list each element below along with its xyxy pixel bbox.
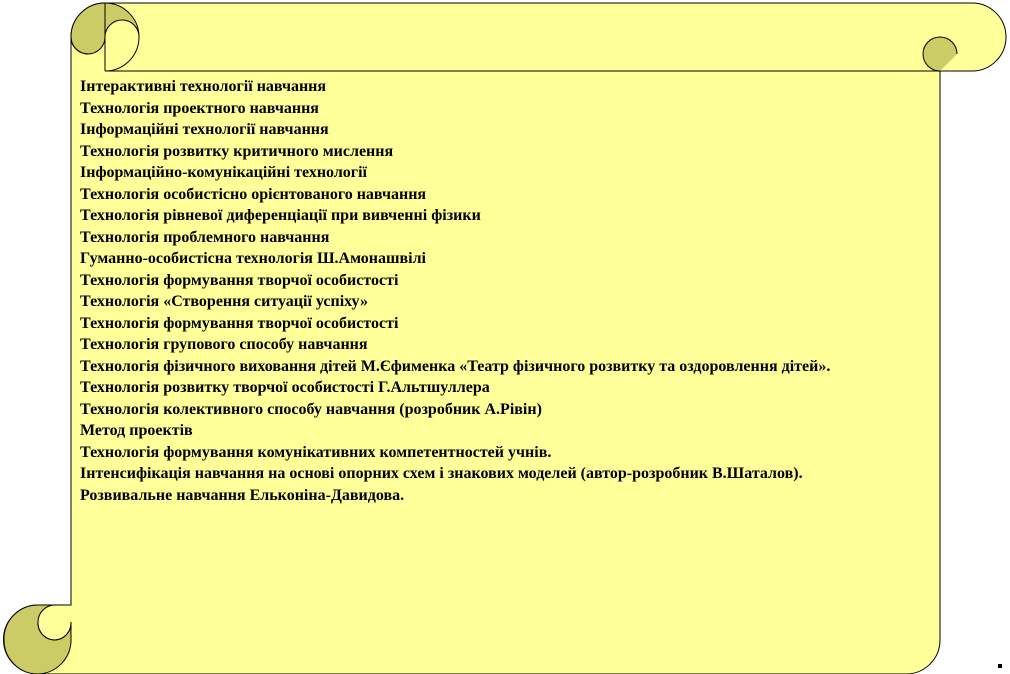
list-item: Інформаційно-комунікаційні технології [80,164,367,181]
list-item: Технологія рівневої диференціації при вивченні фізики [80,207,481,224]
list-item: Технологія розвитку творчої особистості Г.Альтшуллера [80,379,490,396]
list-item: Технологія фізичного виховання дітей М.Єфименка «Театр фізичного розвитку та оздоровлення дітей». [80,357,831,375]
list-item: Технологія розвитку критичного мислення [80,142,394,160]
list-item: Технологія формування творчої особистості [80,314,399,332]
list-item: Інформаційні технології навчання [80,121,329,138]
list-item: Технологія особистісно орієнтованого навчання [80,185,427,203]
corner-dot [998,664,1002,668]
list-item: Технологія «Створення ситуації успіху» [80,293,368,310]
list-item: Технологія формування комунікативних компетентностей учнів. [80,443,552,461]
list-item: Метод проектів [80,422,193,439]
list-item: Інтерактивні технології навчання [80,78,327,95]
list-item: Гуманно-особистісна технологія Ш.Амонашвілі [80,250,426,267]
technology-list [80,76,932,506]
list-item: Технологія проектного навчання [80,99,319,117]
list-item: Технологія колективного способу навчання (розробник А.Рівін) [80,400,542,418]
list-item: Технологія формування творчої особистості [80,271,399,289]
list-item: Технологія групового способу навчання [80,336,368,353]
list-item: Розвивальне навчання Ельконіна-Давидова. [80,486,405,504]
list-item: Технологія проблемного навчання [80,228,330,246]
list-item: Інтенсифікація навчання на основі опорних схем і знакових моделей (автор-розробник В.Шаталов). [80,465,803,482]
